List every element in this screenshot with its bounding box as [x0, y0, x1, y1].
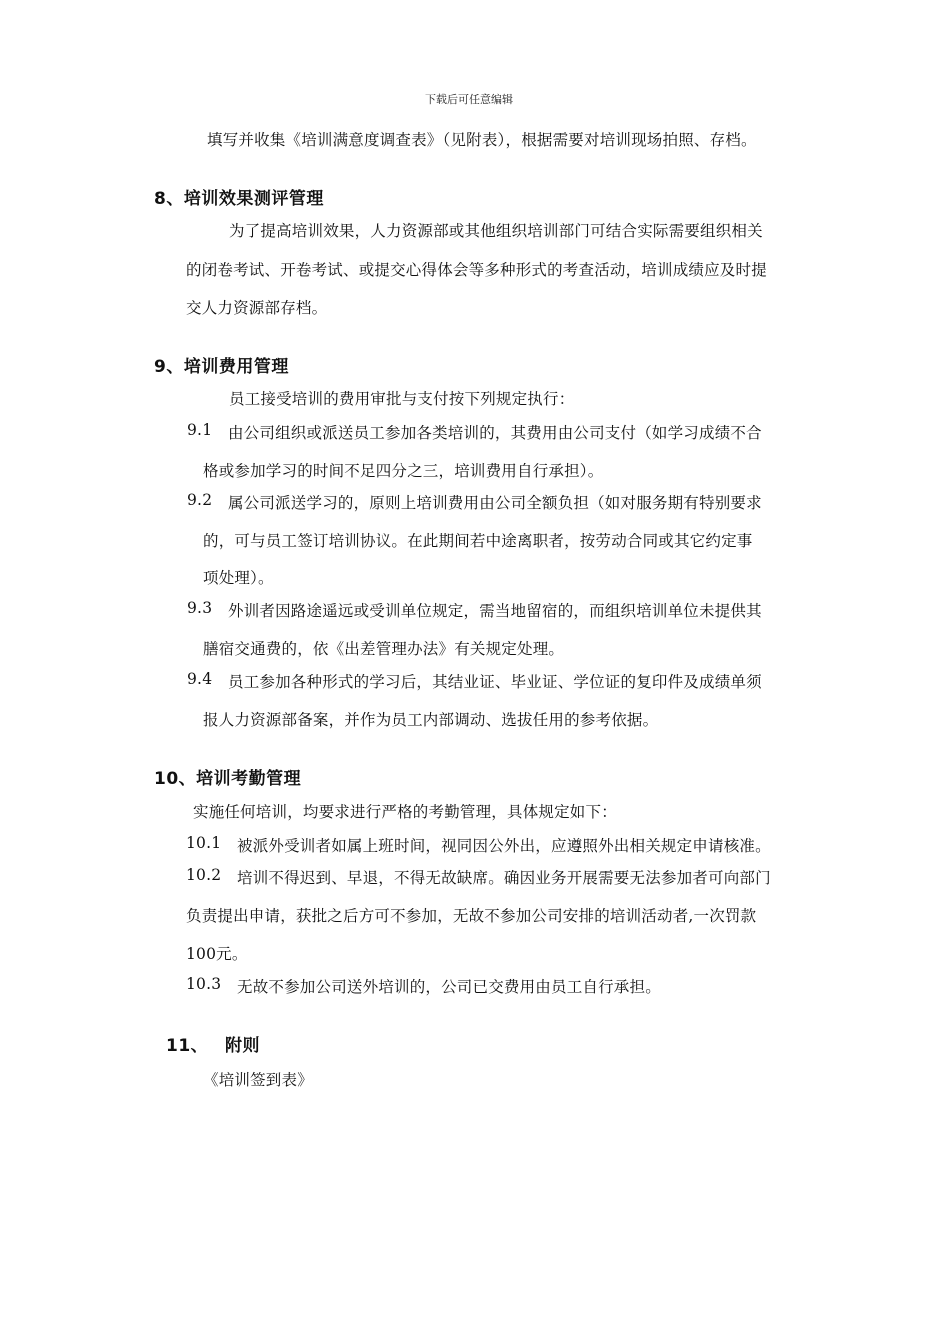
section-11-number: 11、: [166, 1036, 209, 1056]
section-11-title: 附则: [225, 1036, 260, 1056]
item-9-3-line-1: 外训者因路途遥远或受训单位规定，需当地留宿的，而组织培训单位未提供其: [228, 602, 762, 620]
item-9-4-line-2: 报人力资源部备案，并作为员工内部调动、选拔任用的参考依据。: [203, 711, 659, 729]
section-9-title: 9、培训费用管理: [154, 357, 289, 377]
item-9-2-line-2: 的，可与员工签订培训协议。在此期间若中途离职者，按劳动合同或其它约定事: [203, 532, 753, 550]
item-9-4-number: 9.4: [187, 670, 213, 688]
section-10-intro: 实施任何培训，均要求进行严格的考勤管理，具体规定如下：: [193, 803, 617, 821]
section-9-intro: 员工接受培训的费用审批与支付按下列规定执行：: [229, 390, 575, 408]
item-10-3-number: 10.3: [186, 975, 222, 993]
intro-paragraph: 填写并收集《培训满意度调查表》（见附表），根据需要对培训现场拍照、存档。: [207, 131, 757, 149]
item-9-1-line-2: 格或参加学习的时间不足四分之三，培训费用自行承担）。: [203, 462, 604, 480]
item-9-2-number: 9.2: [187, 491, 213, 509]
section-11-line: 《培训签到表》: [203, 1071, 313, 1089]
item-10-2-line-1: 培训不得迟到、早退，不得无故缺席。确因业务开展需要无法参加者可向部门: [237, 869, 771, 887]
item-10-1-line-1: 被派外受训者如属上班时间，视同因公外出，应遵照外出相关规定申请核准。: [237, 837, 771, 855]
item-10-3-line-1: 无故不参加公司送外培训的，公司已交费用由员工自行承担。: [237, 978, 661, 996]
item-10-2-line-3: 100元。: [186, 945, 248, 963]
item-9-3-line-2: 膳宿交通费的，依《出差管理办法》有关规定处理。: [203, 640, 565, 658]
item-9-2-line-1: 属公司派送学习的，原则上培训费用由公司全额负担（如对服务期有特别要求: [228, 494, 762, 512]
item-9-2-line-3: 项处理）。: [203, 569, 274, 587]
section-8-title: 8、培训效果测评管理: [154, 189, 324, 209]
item-9-4-line-1: 员工参加各种形式的学习后，其结业证、毕业证、学位证的复印件及成绩单须: [228, 673, 762, 691]
section-8-line-3: 交人力资源部存档。: [186, 299, 328, 317]
section-8-line-2: 的闭卷考试、开卷考试、或提交心得体会等多种形式的考查活动，培训成绩应及时提: [186, 261, 767, 279]
item-9-1-number: 9.1: [187, 421, 213, 439]
item-9-1-line-1: 由公司组织或派送员工参加各类培训的，其费用由公司支付（如学习成绩不合: [228, 424, 762, 442]
section-8-line-1: 为了提高培训效果，人力资源部或其他组织培训部门可结合实际需要组织相关: [229, 222, 763, 240]
item-10-2-line-2: 负责提出申请，获批之后方可不参加，无故不参加公司安排的培训活动者,一次罚款: [186, 907, 757, 925]
section-10-title: 10、培训考勤管理: [154, 769, 302, 789]
item-10-2-number: 10.2: [186, 866, 222, 884]
item-10-1-number: 10.1: [186, 834, 222, 852]
page-header-note: 下载后可任意编辑: [425, 93, 513, 106]
item-9-3-number: 9.3: [187, 599, 213, 617]
